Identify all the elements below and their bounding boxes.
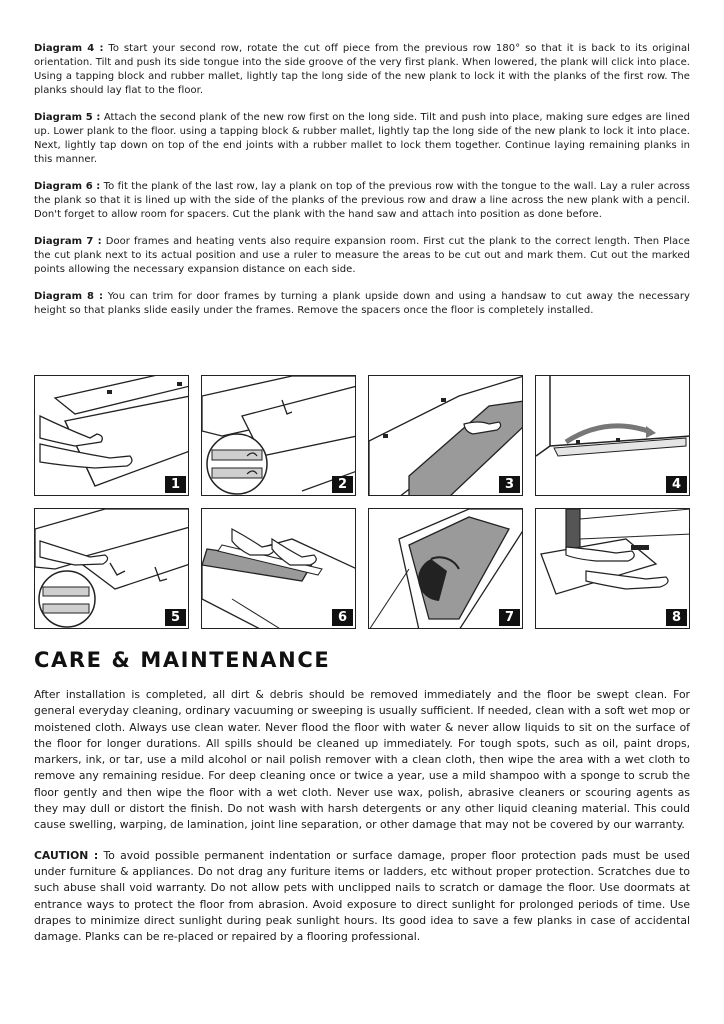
diagram-number-badge: 2 xyxy=(332,476,353,493)
care-section xyxy=(34,687,690,959)
diagram-number-badge: 7 xyxy=(499,609,520,626)
instruction-diagram-6: Diagram 6 : To fit the plank of the last row, lay a plank on top of the previous row with the tongue to the wall. Lay a ruler across the plank so that it is lined up with the side of the planks of the previous row and draw a line across the new plank with a pencil. Don't forget to allow room for spacers. Cut the plank with the hand saw and attach into position as done before. xyxy=(34,181,690,220)
diagram-panel-8 xyxy=(535,508,690,629)
diagram-number-badge: 3 xyxy=(499,476,520,493)
instructions-section xyxy=(34,42,690,331)
caution-paragraph xyxy=(34,848,690,946)
diagram-panel-1 xyxy=(34,375,189,496)
caution-text: To avoid possible permanent indentation or surface damage, proper floor protection pads must be used under furniture & appliances. Do not drag any furiture items or ladders, etc without proper protection. Scratches due to such abuse shall void warranty. Do not allow pets with unclipped nails to scratch or damage the floor. Use doormats at entrance ways to protect the floor from abrasion. Avoid exposure to direct sunlight for prolonged periods of time. Use drapes to minimize direct sunlight during peak sunlight hours. Its good idea to save a few planks in case of accidental damage. Planks can be re-placed or repaired by a flooring professional. xyxy=(34,848,691,944)
diagram-panel-4 xyxy=(535,375,690,496)
care-paragraph: After installation is completed, all dirt & debris should be removed immediately and the floor be swept clean. For general everyday cleaning, ordinary vacuuming or sweeping is usually sufficient. If needed, clean with a soft wet mop or moistened cloth. Always use clean water. Never flood the floor with water & never allow liquids to sit on the surface of the floor for longer durations. All spills should be cleaned up immediately. For tough spots, such as oil, paint drops, markers, ink, or tar, use a mild alcohol or nail polish remover with a clean cloth, then wipe the area with a wet cloth to remove any remaining residue. For deep cleaning once or twice a year, use a mild shampoo with a sponge to scrub the floor gently and then wipe the floor with a wet cloth. Never use wax, polish, abrasive cleaners or scouring agents as they may dull or distort the finish. Do not wash with harsh detergents or any other liquid cleaning material. This could cause swelling, warping, de lamination, joint line separation, or other damage that may not be covered by our warranty. xyxy=(34,688,690,832)
caution-label: CAUTION : xyxy=(34,848,99,862)
instruction-diagram-8: Diagram 8 : You can trim for door frames by turning a plank upside down and using a handsaw to cut away the necessary height so that planks slide easily under the frames. Remove the spacers once the floor is completely installed. xyxy=(34,291,690,316)
diagram-number-badge: 1 xyxy=(165,476,186,493)
care-maintenance-heading: CARE & MAINTENANCE xyxy=(34,648,331,672)
instruction-diagram-5: Diagram 5 : Attach the second plank of the new row first on the long side. Tilt and push into place, making sure edges are lined up. Lower plank to the floor. using a tapping block & rubber mallet, lightly tap the long side of the new plank to lock it into place. Next, lightly tap down on top of the end joints with a rubber mallet to lock them together. Continue laying remaining planks in this manner. xyxy=(34,112,690,165)
diagram-panel-7 xyxy=(368,508,523,629)
diagram-panel-6 xyxy=(201,508,356,629)
instruction-diagram-7: Diagram 7 : Door frames and heating vents also require expansion room. First cut the plank to the correct length. Then Place the cut plank next to its actual position and use a ruler to measure the areas to be cut out and mark them. Cut out the marked points allowing the necessary expansion distance on each side. xyxy=(34,236,690,275)
diagram-number-badge: 4 xyxy=(666,476,687,493)
diagram-grid xyxy=(34,375,690,629)
diagram-panel-2 xyxy=(201,375,356,496)
diagram-panel-3 xyxy=(368,375,523,496)
diagram-number-badge: 5 xyxy=(165,609,186,626)
diagram-number-badge: 8 xyxy=(666,609,687,626)
instruction-diagram-4: Diagram 4 : To start your second row, rotate the cut off piece from the previous row 180° so that it is back to its original orientation. Tilt and push its side tongue into the side groove of the very first plank. When lowered, the plank will click into place. Using a tapping block and rubber mallet, lightly tap the long side of the new plank to lock it with the planks of the first row. The planks should lay flat to the floor. xyxy=(34,43,690,96)
diagram-panel-5 xyxy=(34,508,189,629)
diagram-number-badge: 6 xyxy=(332,609,353,626)
